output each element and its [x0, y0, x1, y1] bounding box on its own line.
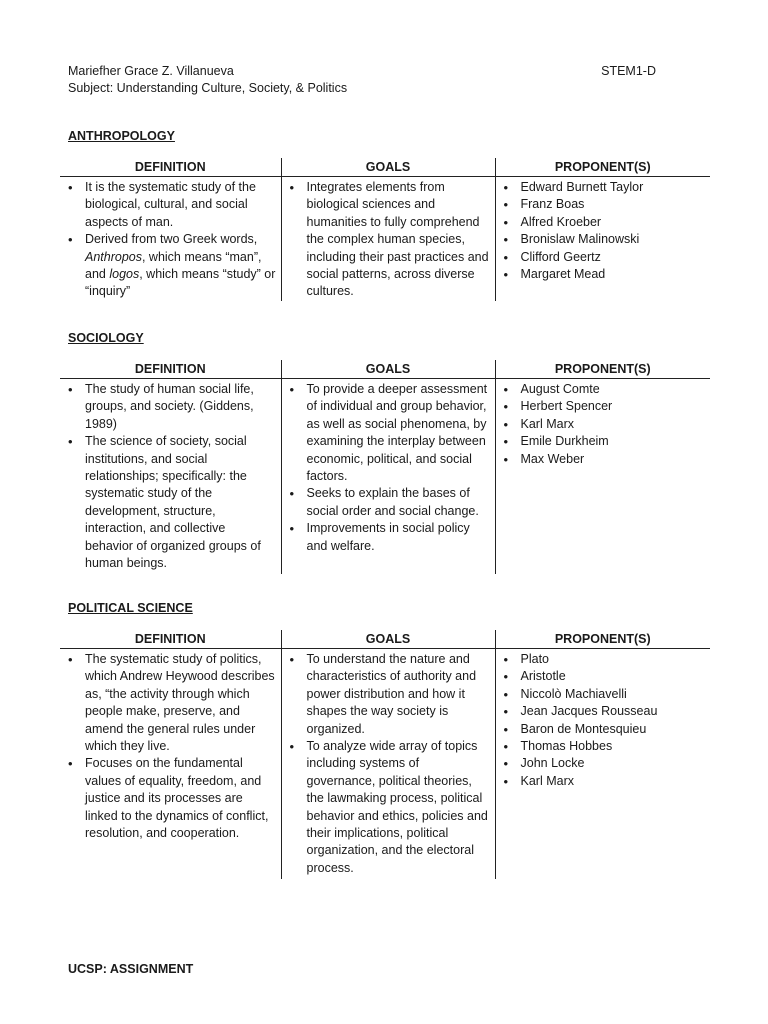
- list-item: • Karl Marx: [496, 773, 711, 790]
- list-item: • Baron de Montesquieu: [496, 721, 711, 738]
- list-item: • Karl Marx: [496, 416, 711, 433]
- list-item: • To understand the nature and characteristics of authority and power distribution and how it shapes the way society is organized.: [282, 651, 495, 738]
- sociology-definition-cell: [60, 379, 281, 575]
- list-item: • August Comte: [496, 381, 711, 398]
- list-item: • Edward Burnett Taylor: [496, 179, 711, 196]
- anthropology-title: ANTHROPOLOGY: [68, 129, 175, 143]
- list-item: • Jean Jacques Rousseau: [496, 703, 711, 720]
- political-science-goals-cell: [281, 649, 495, 880]
- list-item: • Plato: [496, 651, 711, 668]
- subject-line: Subject: Understanding Culture, Society, & Politics: [68, 81, 348, 95]
- list-item: • Margaret Mead: [496, 266, 711, 283]
- list-item: • It is the systematic study of the biological, cultural, and social aspects of man.: [60, 179, 281, 231]
- list-item: • Aristotle: [496, 668, 711, 685]
- list-item: • Focuses on the fundamental values of equality, freedom, and justice and its processes are linked to the dynamics of conflict, resolution, and cooperation.: [60, 755, 281, 842]
- list-item: • Seeks to explain the bases of social order and social change.: [282, 485, 495, 520]
- political-science-table: [60, 630, 710, 879]
- list-item: • The study of human social life, groups, and society. (Giddens, 1989): [60, 381, 281, 433]
- list-item: • To provide a deeper assessment of individual and group behavior, as well as social phenomena, by examining the interplay between economic, political, and social factors.: [282, 381, 495, 485]
- proponents-header: PROPONENT(S): [495, 360, 710, 379]
- definition-header: DEFINITION: [60, 360, 281, 379]
- list-item: • Franz Boas: [496, 196, 711, 213]
- list-item: • John Locke: [496, 755, 711, 772]
- list-item: • Herbert Spencer: [496, 398, 711, 415]
- list-item: • Alfred Kroeber: [496, 214, 711, 231]
- list-item: • Derived from two Greek words, Anthropos, which means “man”, and logos, which means “study” or “inquiry”: [60, 231, 281, 301]
- anthropology-goals-cell: [281, 177, 495, 302]
- anthropology-proponents-cell: [495, 177, 710, 302]
- list-item: • Bronislaw Malinowski: [496, 231, 711, 248]
- political-science-title: POLITICAL SCIENCE: [68, 601, 193, 615]
- list-item: • Improvements in social policy and welfare.: [282, 520, 495, 555]
- goals-header: GOALS: [281, 630, 495, 649]
- definition-header: DEFINITION: [60, 630, 281, 649]
- document-header: [68, 63, 656, 97]
- list-item: • The systematic study of politics, which Andrew Heywood describes as, “the activity through which people make, preserve, and amend the general rules under which they live.: [60, 651, 281, 755]
- list-item: • Thomas Hobbes: [496, 738, 711, 755]
- sociology-table: [60, 360, 710, 574]
- list-item: • Max Weber: [496, 451, 711, 468]
- list-item: • Integrates elements from biological sciences and humanities to fully comprehend the complex human species, including their past practices and social patterns, across diverse cultures.: [282, 179, 495, 301]
- list-item: • Niccolò Machiavelli: [496, 686, 711, 703]
- footer-label: UCSP: ASSIGNMENT: [68, 962, 194, 976]
- list-item: • Clifford Geertz: [496, 249, 711, 266]
- list-item: • To analyze wide array of topics including systems of governance, political theories, the lawmaking process, political behavior and ethics, policies and their implications, political organization, and the electoral process.: [282, 738, 495, 877]
- political-science-definition-cell: [60, 649, 281, 880]
- political-science-proponents-cell: [495, 649, 710, 880]
- goals-header: GOALS: [281, 360, 495, 379]
- list-item: • Emile Durkheim: [496, 433, 711, 450]
- proponents-header: PROPONENT(S): [495, 158, 710, 177]
- author-name: Mariefher Grace Z. Villanueva: [68, 64, 234, 78]
- class-section: STEM1-D: [601, 64, 656, 78]
- definition-header: DEFINITION: [60, 158, 281, 177]
- anthropology-definition-cell: [60, 177, 281, 302]
- sociology-goals-cell: [281, 379, 495, 575]
- goals-header: GOALS: [281, 158, 495, 177]
- sociology-title: SOCIOLOGY: [68, 331, 144, 345]
- proponents-header: PROPONENT(S): [495, 630, 710, 649]
- anthropology-table: [60, 158, 710, 301]
- sociology-proponents-cell: [495, 379, 710, 575]
- list-item: • The science of society, social institutions, and social relationships; specifically: the systematic study of the development, structure, interaction, and collective behavior of organized groups of human beings.: [60, 433, 281, 572]
